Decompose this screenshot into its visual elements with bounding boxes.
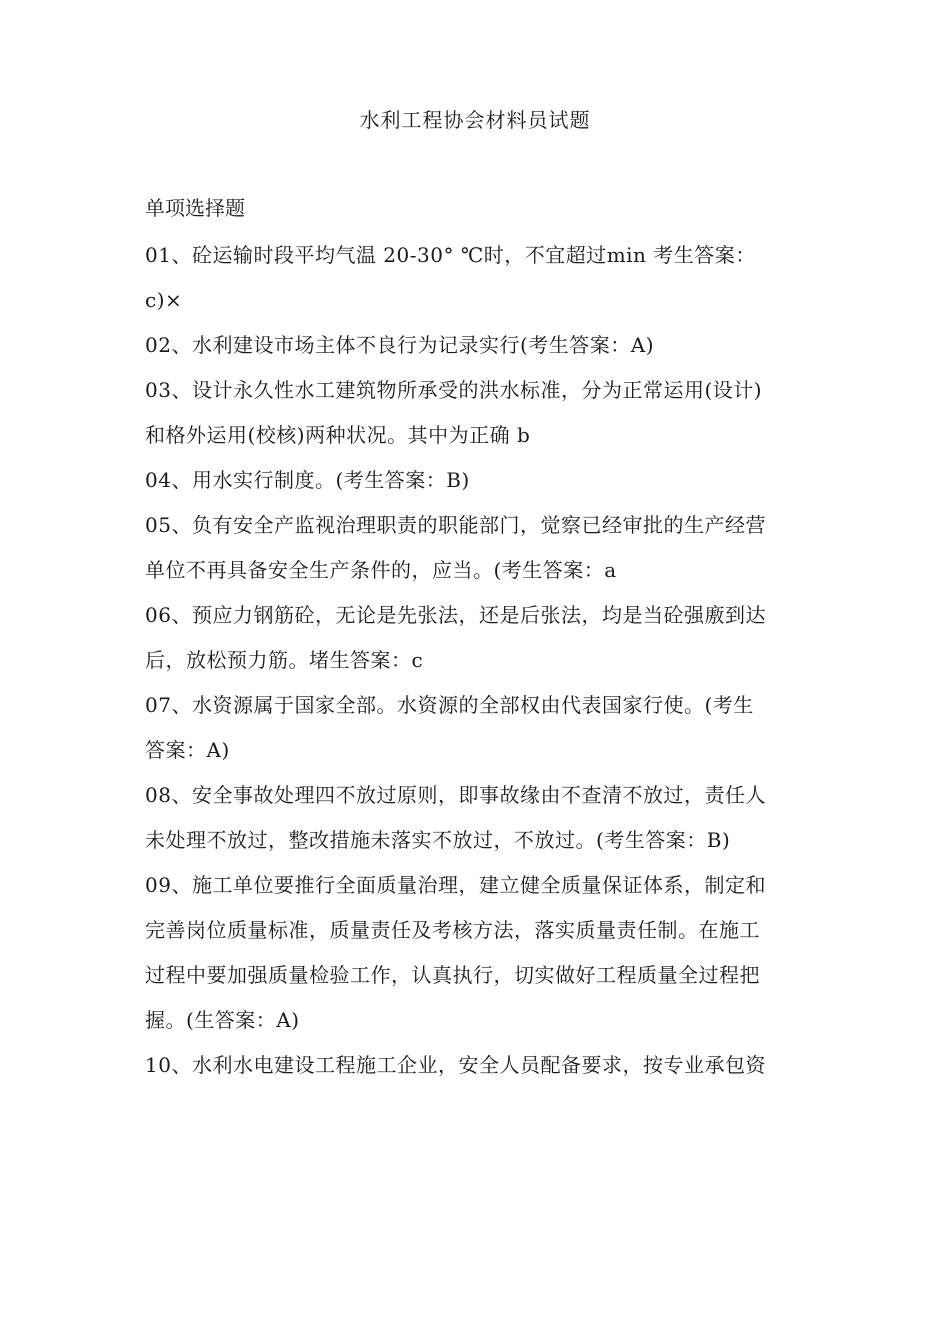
text-line: 未处理不放过，整改措施未落实不放过，不放过。(考生答案：B)	[145, 828, 731, 852]
text-line: 02、水利建设市场主体不良行为记录实行(考生答案：A)	[145, 333, 654, 357]
text-line: 06、预应力钢筋砼，无论是先张法，还是后张法，均是当砼强廒到达	[145, 603, 766, 627]
text-line: 完善岗位质量标准，质量责任及考核方法，落实质量责任制。在施工	[145, 918, 760, 942]
text-line: 08、安全事故处理四不放过原则，即事故缘由不查清不放过，责任人	[145, 783, 766, 807]
question-lines	[145, 238, 825, 1093]
text-line: c)×	[145, 288, 183, 312]
document-title: 水利工程协会材料员试题	[359, 108, 591, 132]
text-line: 过程中要加强质量检验工作，认真执行，切实做好工程质量全过程把	[145, 963, 760, 987]
text-line: 09、施工单位要推行全面质量治理，建立健全质量保证体系，制定和	[145, 873, 766, 897]
text-line: 10、水利水电建设工程施工企业，安全人员配备要求，按专业承包资	[145, 1053, 766, 1077]
text-line: 和格外运用(校核)两种状况。其中为正确 b	[145, 423, 531, 447]
text-line: 05、负有安全产监视治理职责的职能部门，觉察已经审批的生产经营	[145, 513, 766, 537]
text-line: 07、水资源属于国家全部。水资源的全部权由代表国家行使。(考生	[145, 693, 754, 717]
text-line: 握。(生答案：A)	[145, 1008, 300, 1032]
text-line: 后，放松预力筋。堵生答案：c	[145, 648, 424, 672]
text-line: 答案：A)	[145, 738, 230, 762]
text-line: 03、设计永久性水工建筑物所承受的洪水标准，分为正常运用(设计)	[145, 378, 763, 402]
section-heading: 单项选择题	[145, 196, 245, 220]
text-line: 04、用水实行制度。(考生答案：B)	[145, 468, 470, 492]
text-line: 单位不再具备安全生产条件的，应当。(考生答案：a	[145, 558, 617, 582]
text-line: 01、砼运输时段平均气温 20-30° ℃时，不宜超过min 考生答案：	[145, 243, 756, 267]
